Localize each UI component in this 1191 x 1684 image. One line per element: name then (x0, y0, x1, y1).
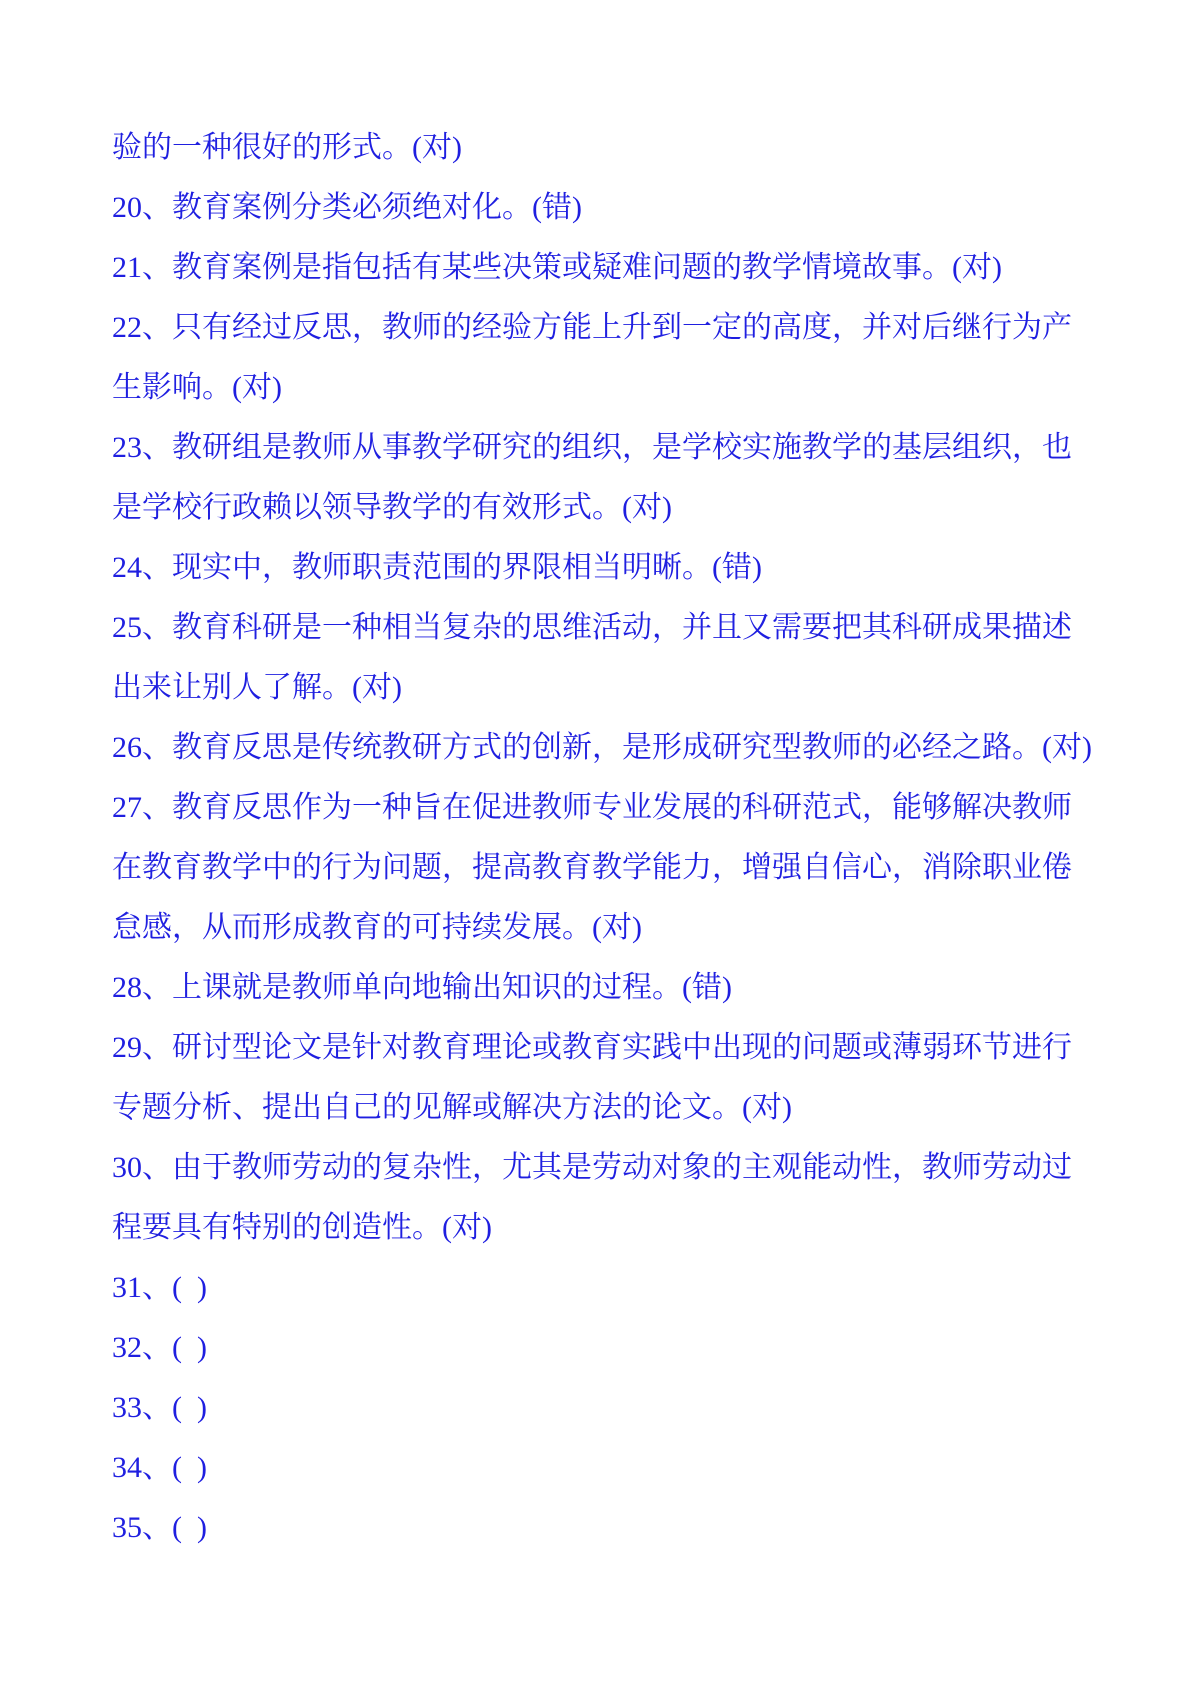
question-35-blank: 35、( ) (112, 1511, 207, 1544)
question-27-line-3: 怠感，从而形成教育的可持续发展。(对) (112, 911, 642, 944)
question-25-line-1: 25、教育科研是一种相当复杂的思维活动，并且又需要把其科研成果描述 (112, 611, 1072, 644)
question-22-line-2: 生影响。(对) (112, 371, 282, 404)
question-25-line-2: 出来让别人了解。(对) (112, 671, 402, 704)
question-26: 26、教育反思是传统教研方式的创新，是形成研究型教师的必经之路。(对) (112, 731, 1092, 764)
question-23-line-2: 是学校行政赖以领导教学的有效形式。(对) (112, 491, 672, 524)
question-33-blank: 33、( ) (112, 1391, 207, 1424)
question-19-continuation: 验的一种很好的形式。(对) (112, 131, 462, 164)
question-32-blank: 32、( ) (112, 1331, 207, 1364)
question-27-line-1: 27、教育反思作为一种旨在促进教师专业发展的科研范式，能够解决教师 (112, 791, 1072, 824)
question-22-line-1: 22、只有经过反思，教师的经验方能上升到一定的高度，并对后继行为产 (112, 311, 1072, 344)
question-34-blank: 34、( ) (112, 1451, 207, 1484)
question-27-line-2: 在教育教学中的行为问题，提高教育教学能力，增强自信心，消除职业倦 (112, 851, 1072, 884)
question-23-line-1: 23、教研组是教师从事教学研究的组织，是学校实施教学的基层组织，也 (112, 431, 1072, 464)
question-31-blank: 31、( ) (112, 1271, 207, 1304)
question-30-line-1: 30、由于教师劳动的复杂性，尤其是劳动对象的主观能动性，教师劳动过 (112, 1151, 1072, 1184)
question-list (112, 118, 1092, 1558)
question-29-line-1: 29、研讨型论文是针对教育理论或教育实践中出现的问题或薄弱环节进行 (112, 1031, 1072, 1064)
question-30-line-2: 程要具有特别的创造性。(对) (112, 1211, 492, 1244)
question-21: 21、教育案例是指包括有某些决策或疑难问题的教学情境故事。(对) (112, 251, 1002, 284)
question-29-line-2: 专题分析、提出自己的见解或解决方法的论文。(对) (112, 1091, 792, 1124)
question-20: 20、教育案例分类必须绝对化。(错) (112, 191, 582, 224)
question-24: 24、现实中，教师职责范围的界限相当明晰。(错) (112, 551, 762, 584)
question-28: 28、上课就是教师单向地输出知识的过程。(错) (112, 971, 732, 1004)
